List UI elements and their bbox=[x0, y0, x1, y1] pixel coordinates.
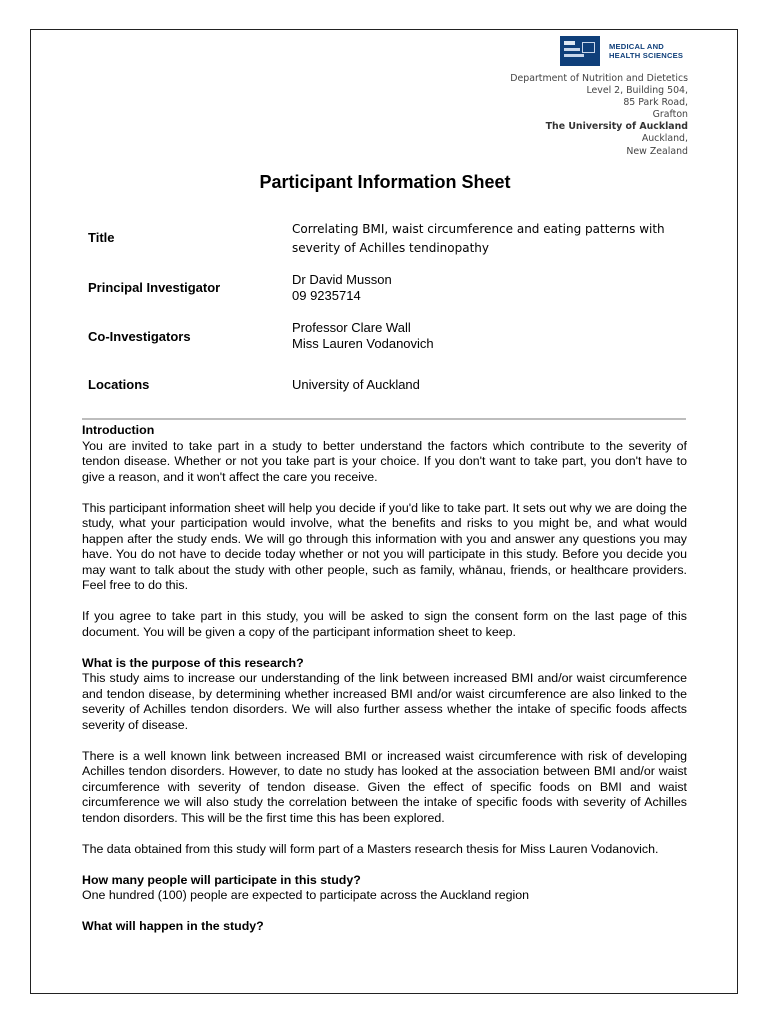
purpose-paragraph-1: This study aims to increase our understanding of the link between increased BMI and/or waist circumference and tendon disease, by determining whether increased BMI and/or waist circumference are also linked to the severity of Achilles tendon disorders. We will also further assess whether the intake of specific foods affects severity of disease. bbox=[82, 671, 687, 732]
intro-section bbox=[82, 423, 687, 485]
pi-name: Dr David Musson bbox=[292, 272, 392, 287]
principal-investigator-value bbox=[292, 272, 392, 304]
participants-paragraph: One hundred (100) people are expected to participate across the Auckland region bbox=[82, 888, 530, 902]
purpose-section bbox=[82, 656, 687, 734]
purpose-heading: What is the purpose of this research? bbox=[82, 655, 304, 670]
address-line-5: The University of Auckland bbox=[545, 121, 688, 133]
faculty-line-1: MEDICAL AND bbox=[609, 42, 664, 51]
happen-section bbox=[82, 919, 687, 935]
university-logo bbox=[560, 36, 683, 66]
participants-heading: How many people will participate in this study? bbox=[82, 872, 361, 887]
purpose-paragraph-3: The data obtained from this study will form part of a Masters research thesis for Miss Lauren Vodanovich. bbox=[82, 841, 659, 856]
intro-heading: Introduction bbox=[82, 423, 155, 437]
intro-paragraph-2: This participant information sheet will help you decide if you'd like to take part. It sets out why we are doing the study, what your participation would involve, what the benefits and risks to you might be, and what would happen after the study ends. We will go through this information with you and answer any questions you may have. You do not have to decide today whether or not you will participate in this study. Before you decide you may want to talk about the study with other people, such as family, whānau, friends, or healthcare providers. Feel free to do this. bbox=[82, 500, 687, 592]
title-label: Title bbox=[88, 230, 115, 245]
department-address bbox=[510, 73, 688, 158]
faculty-name bbox=[609, 42, 683, 60]
university-crest-icon bbox=[560, 36, 600, 66]
principal-investigator-label: Principal Investigator bbox=[88, 280, 221, 295]
document-title: Participant Information Sheet bbox=[259, 172, 511, 192]
pi-phone: 09 9235714 bbox=[292, 288, 361, 303]
purpose-paragraph-2: There is a well known link between increased BMI or increased waist circumference with risk of developing Achilles tendon disorders. However, to date no study has looked at the association between BMI and/or waist circumference with severity of tendon disease. Given the effect of specific foods on BMI and waist circumference we will also study the correlation between the intake of specific foods with severity of Achilles tendon disorders. This will be the first time this has been explored. bbox=[82, 748, 687, 825]
participants-section bbox=[82, 873, 687, 904]
title-value-line-1: Correlating BMI, waist circumference and eating patterns with bbox=[292, 222, 665, 236]
faculty-line-2: HEALTH SCIENCES bbox=[609, 51, 684, 60]
co-investigator-1: Professor Clare Wall bbox=[292, 320, 411, 335]
address-line-1: Department of Nutrition and Dietetics bbox=[510, 73, 688, 84]
locations-label: Locations bbox=[88, 377, 150, 392]
address-line-6: Auckland, bbox=[641, 133, 688, 145]
co-investigators-value bbox=[292, 320, 434, 352]
locations-value: University of Auckland bbox=[292, 377, 420, 392]
document-body bbox=[82, 423, 687, 950]
section-divider bbox=[82, 418, 686, 420]
address-line-3: 85 Park Road, bbox=[623, 97, 688, 109]
co-investigators-label: Co-Investigators bbox=[88, 329, 191, 344]
address-line-2: Level 2, Building 504, bbox=[586, 85, 688, 97]
address-line-7: New Zealand bbox=[626, 145, 688, 157]
happen-heading: What will happen in the study? bbox=[82, 919, 264, 933]
intro-paragraph-1: You are invited to take part in a study to better understand the factors which contribute to the severity of tendon disease. Whether or not you take part is your choice. If you don't want to take part, you don't have to give a reason, and it won't affect the care you receive. bbox=[82, 438, 687, 484]
title-value-line-2: severity of Achilles tendinopathy bbox=[292, 241, 490, 255]
title-value bbox=[292, 220, 665, 258]
intro-paragraph-3: If you agree to take part in this study, you will be asked to sign the consent form on the last page of this document. You will be given a copy of the participant information sheet to keep. bbox=[82, 609, 687, 639]
co-investigator-2: Miss Lauren Vodanovich bbox=[292, 336, 434, 351]
address-line-4: Grafton bbox=[652, 109, 688, 121]
